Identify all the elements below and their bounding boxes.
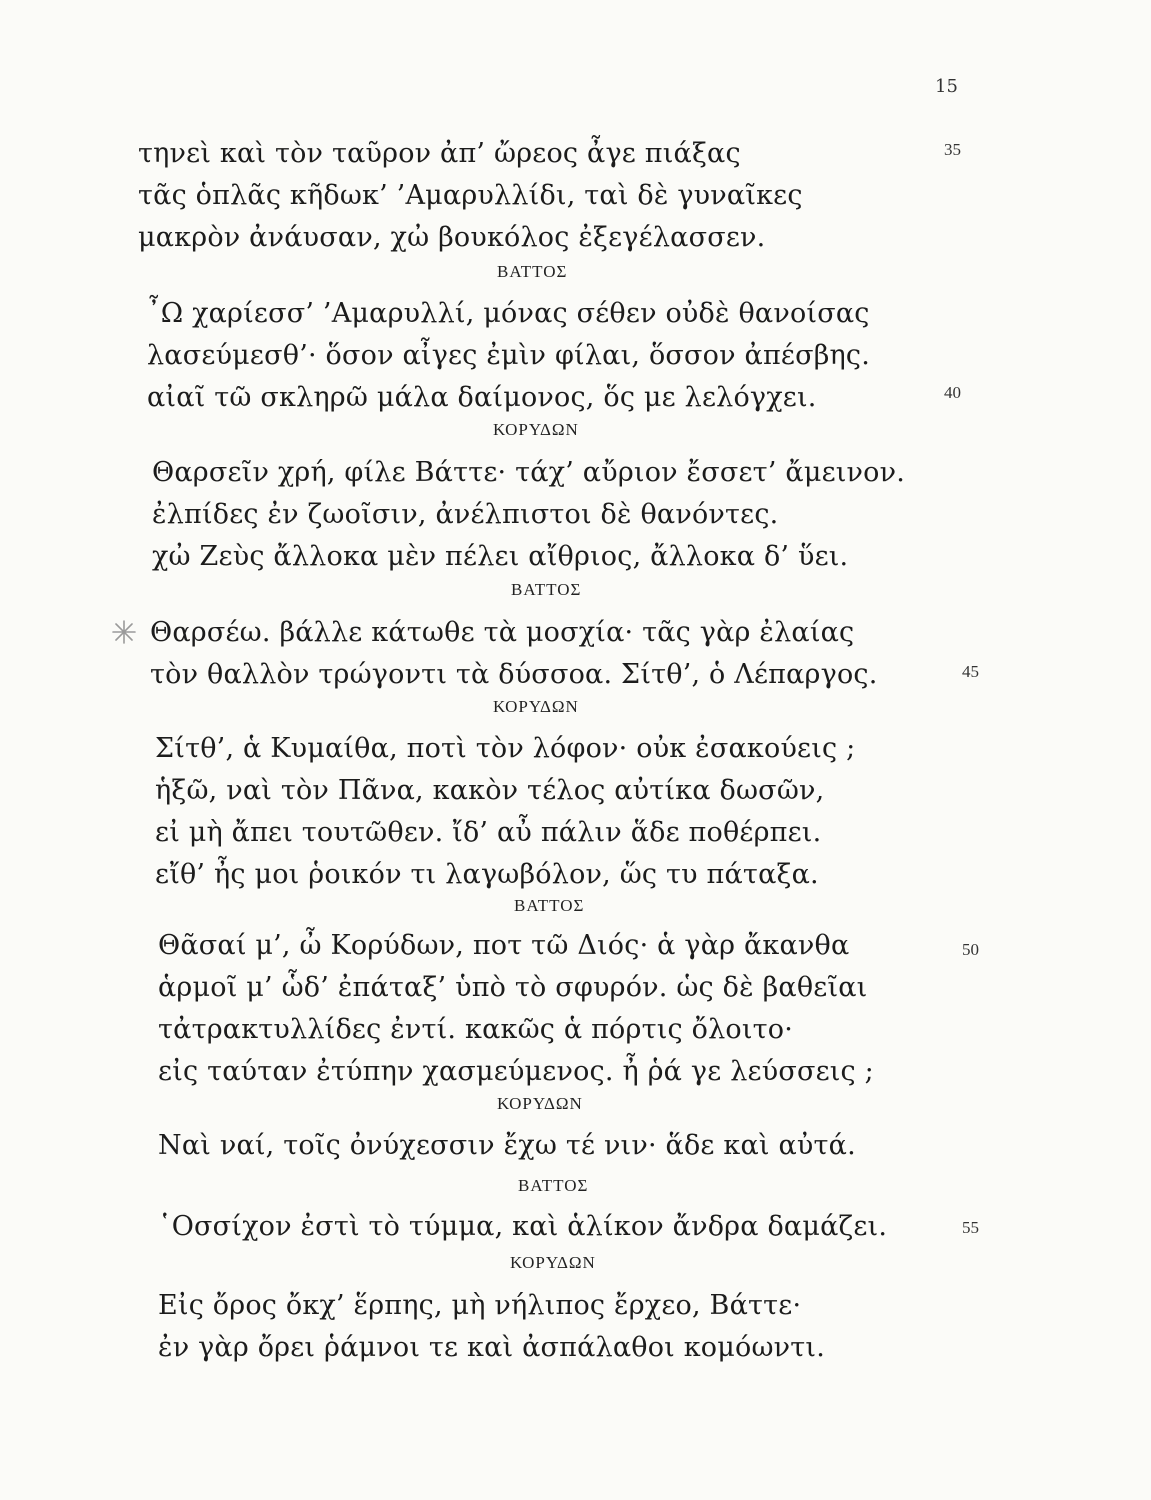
asterisk-mark-icon [110,618,138,646]
verse-line: ἁρμοῖ μ’ ὧδ’ ἐπάταξ’ ὑπὸ τὸ σφυρόν. ὡς δὲ βαθεῖαι [158,972,868,1003]
speaker-heading: ΚΟΡΥΔΩΝ [493,420,579,439]
verse-line: ἐλπίδες ἐν ζωοῖσιν, ἀνέλπιστοι δὲ θανόντες. [152,499,779,530]
verse-line: μακρὸν ἀνάυσαν, χὠ βουκόλος ἐξεγέλασσεν. [138,222,766,253]
speaker-heading: ΒΑΤΤΟΣ [514,896,585,915]
verse-line: τὸν θαλλὸν τρώγοντι τὰ δύσσοα. Σίτθ’, ὁ Λέπαργος. [150,659,878,690]
verse-line: Θαρσεῖν χρή, φίλε Βάττε· τάχ’ αὔριον ἔσσετ’ ἄμεινον. [152,457,906,488]
verse-line: Σίτθ’, ἁ Κυμαίθα, ποτὶ τὸν λόφον· οὐκ ἐσακούεις ; [155,733,856,764]
speaker-heading: ΚΟΡΥΔΩΝ [493,697,579,716]
verse-line: ἐν γὰρ ὄρει ῥάμνοι τε καὶ ἀσπάλαθοι κομόωντι. [158,1332,826,1363]
verse-line: εἰ μὴ ἄπει τουτῶθεν. ἴδ’ αὖ πάλιν ἅδε ποθέρπει. [155,817,822,848]
line-number: 50 [962,940,979,959]
line-number: 45 [962,662,979,681]
verse-line: Θαρσέω. βάλλε κάτωθε τὰ μοσχία· τᾶς γὰρ ἐλαίας [150,617,855,648]
verse-line: Θᾶσαί μ’, ὦ Κορύδων, ποτ τῶ Διός· ἁ γὰρ ἄκανθα [158,930,850,961]
verse-line: τᾶς ὁπλᾶς κῆδωκ’ ’Αμαρυλλίδι, ταὶ δὲ γυναῖκες [138,180,803,211]
verse-line: τἀτρακτυλλίδες ἐντί. κακῶς ἁ πόρτις ὄλοιτο· [158,1014,793,1045]
verse-line: αἰαῖ τῶ σκληρῶ μάλα δαίμονος, ὅς με λελόγχει. [147,382,817,413]
speaker-heading: ΒΑΤΤΟΣ [497,262,568,281]
speaker-heading: ΒΑΤΤΟΣ [518,1176,589,1195]
verse-line: ἡξῶ, ναὶ τὸν Πᾶνα, κακὸν τέλος αὐτίκα δωσῶν, [155,775,825,806]
line-number: 35 [944,140,961,159]
line-number: 40 [944,383,961,402]
verse-line: χὠ Ζεὺς ἄλλοκα μὲν πέλει αἴθριος, ἄλλοκα δ’ ὕει. [152,541,849,572]
verse-line: Εἰς ὄρος ὄκχ’ ἕρπης, μὴ νήλιπος ἔρχεο, Βάττε· [158,1290,802,1321]
verse-line: ῏Ω χαρίεσσ’ ’Αμαρυλλί, μόνας σέθεν οὐδὲ θανοίσας [147,298,870,329]
verse-line: λασεύμεσθ’· ὅσον αἶγες ἐμὶν φίλαι, ὅσσον ἀπέσβης. [147,340,870,371]
speaker-heading: ΚΟΡΥΔΩΝ [510,1253,596,1272]
verse-line: Ναὶ ναί, τοῖς ὀνύχεσσιν ἔχω τέ νιν· ἅδε καὶ αὐτά. [158,1130,856,1161]
speaker-heading: ΒΑΤΤΟΣ [511,580,582,599]
speaker-heading: ΚΟΡΥΔΩΝ [497,1094,583,1113]
verse-line: τηνεὶ καὶ τὸν ταῦρον ἀπ’ ὤρεος ἆγε πιάξας [138,138,741,169]
line-number: 55 [962,1218,979,1237]
verse-line: εἰς ταύταν ἐτύπην χασμεύμενος. ἦ ῥά γε λεύσσεις ; [158,1056,874,1087]
page-number: 15 [935,76,958,97]
verse-line: ῾Οσσίχον ἐστὶ τὸ τύμμα, καὶ ἁλίκον ἄνδρα δαμάζει. [158,1211,888,1242]
verse-line: εἴθ’ ἦς μοι ῥοικόν τι λαγωβόλον, ὥς τυ πάταξα. [155,859,819,890]
